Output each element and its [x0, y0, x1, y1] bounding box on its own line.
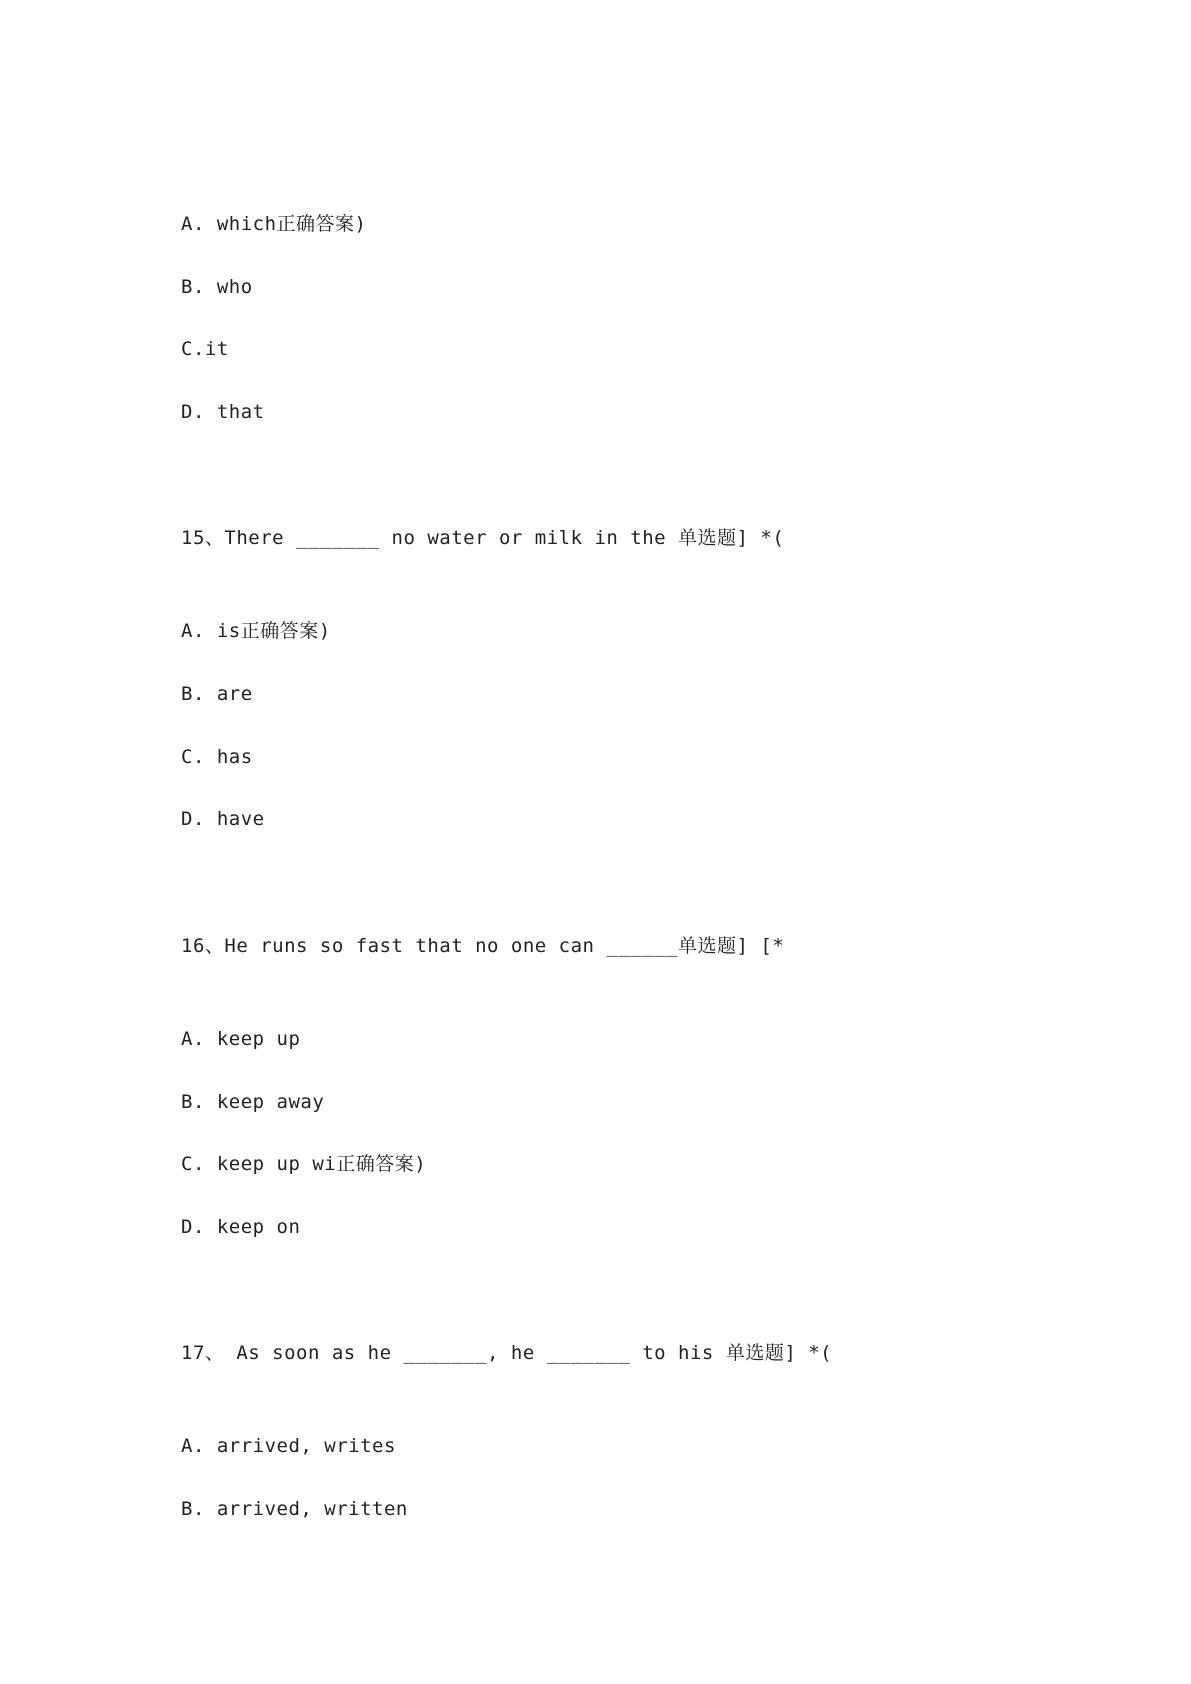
q17-option-a: A. arrived, writes	[181, 1435, 396, 1457]
q14-option-c: C.it	[181, 338, 229, 360]
q15-option-b: B. are	[181, 683, 253, 705]
q14-option-b: B. who	[181, 276, 253, 298]
q15-option-c: C. has	[181, 746, 253, 768]
q14-option-d: D. that	[181, 401, 265, 423]
q16-stem: 16、He runs so fast that no one can ______单选题] [*	[181, 935, 785, 957]
q15-stem: 15、There _______ no water or milk in the 单选题] *(	[181, 527, 785, 549]
q17-stem: 17、 As soon as he _______, he _______ to his 单选题] *(	[181, 1342, 833, 1364]
q16-option-d: D. keep on	[181, 1216, 301, 1238]
q15-option-d: D. have	[181, 808, 265, 830]
q17-option-b: B. arrived, written	[181, 1498, 408, 1520]
q15-option-a: A. is正确答案)	[181, 620, 331, 642]
q16-option-c: C. keep up wi正确答案)	[181, 1153, 427, 1175]
q14-option-a: A. which正确答案)	[181, 213, 367, 235]
q16-option-b: B. keep away	[181, 1091, 325, 1113]
q16-option-a: A. keep up	[181, 1028, 301, 1050]
